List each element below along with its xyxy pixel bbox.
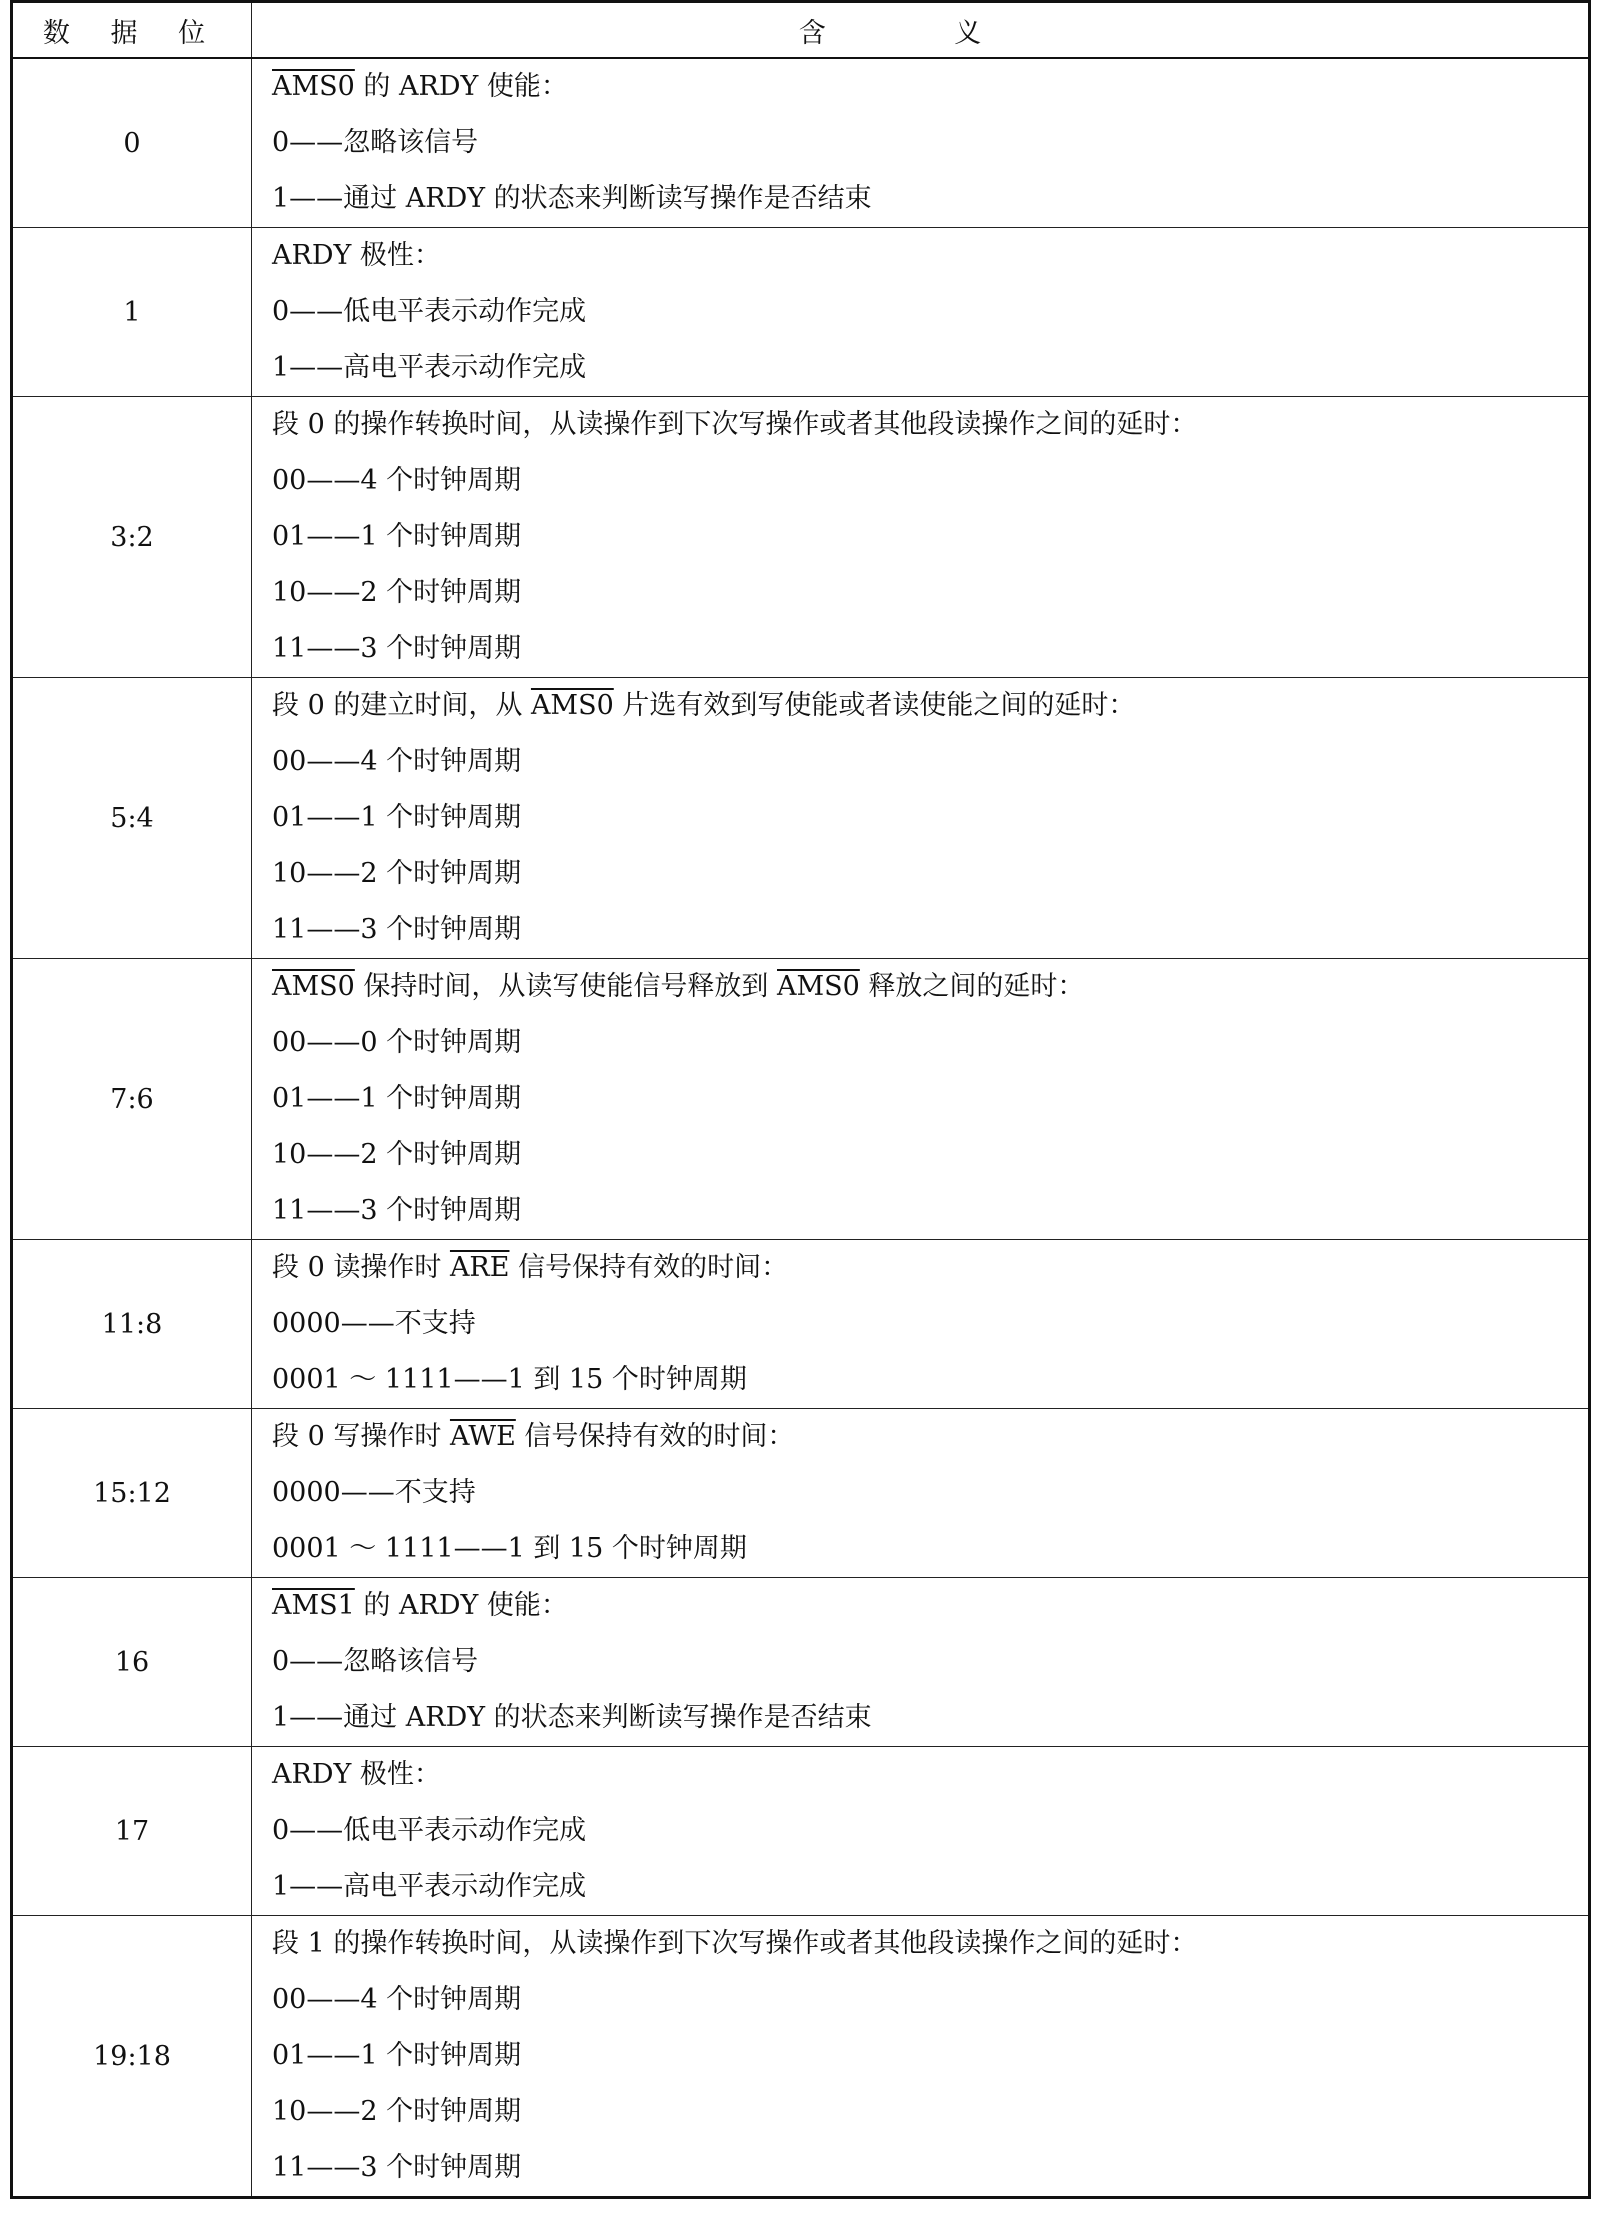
meaning-line [272, 2084, 1588, 2140]
meaning-text: 10——2 个时钟周期 [272, 577, 522, 608]
meaning-line [272, 1465, 1588, 1521]
table-row [12, 678, 1590, 959]
meaning-text: 11——3 个时钟周期 [272, 1195, 522, 1226]
meaning-line [272, 509, 1588, 565]
meaning-cell [252, 1240, 1590, 1409]
meaning-text: 片选有效到写使能或者读使能之间的延时： [613, 690, 1136, 721]
meaning-line [272, 565, 1588, 621]
meaning-text: 1——通过 ARDY 的状态来判断读写操作是否结束 [272, 1702, 872, 1733]
meaning-lines [252, 1578, 1588, 1746]
meaning-line [272, 453, 1588, 509]
meaning-text: ARDY 极性： [272, 240, 441, 271]
meaning-line [272, 1352, 1588, 1408]
register-bit-table [10, 0, 1591, 2199]
bit-cell: 17 [12, 1747, 252, 1916]
meaning-line [272, 340, 1588, 396]
meaning-line [272, 115, 1588, 171]
meaning-lines [252, 59, 1588, 227]
meaning-cell [252, 959, 1590, 1240]
meaning-line [272, 1240, 1588, 1296]
meaning-text: 段 0 读操作时 [272, 1252, 450, 1283]
meaning-text: ARDY 极性： [272, 1759, 441, 1790]
table-body [12, 58, 1590, 2198]
bit-cell: 16 [12, 1578, 252, 1747]
meaning-text: 段 1 的操作转换时间，从读操作到下次写操作或者其他段读操作之间的延时： [272, 1928, 1198, 1959]
meaning-text: 01——1 个时钟周期 [272, 1083, 522, 1114]
bit-cell: 7:6 [12, 959, 252, 1240]
meaning-line [272, 1972, 1588, 2028]
meaning-text: 的 ARDY 使能： [354, 71, 568, 102]
meaning-lines [252, 1240, 1588, 1408]
meaning-text: 保持时间，从读写使能信号释放到 [354, 971, 777, 1002]
meaning-text: 0——忽略该信号 [272, 127, 479, 158]
meaning-line [272, 59, 1588, 115]
meaning-text: 01——1 个时钟周期 [272, 802, 522, 833]
table-row [12, 1916, 1590, 2198]
meaning-text: 10——2 个时钟周期 [272, 1139, 522, 1170]
meaning-line [272, 1521, 1588, 1577]
meaning-text: 01——1 个时钟周期 [272, 2040, 522, 2071]
meaning-text: 段 0 写操作时 [272, 1421, 450, 1452]
meaning-line [272, 1015, 1588, 1071]
meaning-lines [252, 228, 1588, 396]
bit-cell: 3:2 [12, 397, 252, 678]
meaning-lines [252, 1747, 1588, 1915]
meaning-cell [252, 1747, 1590, 1916]
meaning-line [272, 846, 1588, 902]
table-row [12, 228, 1590, 397]
meaning-line [272, 2140, 1588, 2196]
table-row [12, 58, 1590, 228]
meaning-text: 1——高电平表示动作完成 [272, 352, 587, 383]
meaning-line [272, 1690, 1588, 1746]
meaning-line [272, 1296, 1588, 1352]
meaning-text: 00——4 个时钟周期 [272, 1984, 522, 2015]
meaning-lines [252, 397, 1588, 677]
meaning-line [272, 1127, 1588, 1183]
table-row [12, 1747, 1590, 1916]
meaning-text: 11——3 个时钟周期 [272, 633, 522, 664]
meaning-line [272, 397, 1588, 453]
meaning-cell [252, 1578, 1590, 1747]
table-row [12, 397, 1590, 678]
table-header-row [12, 2, 1590, 59]
meaning-line [272, 1071, 1588, 1127]
meaning-text: 0001 ～ 1111——1 到 15 个时钟周期 [272, 1364, 747, 1395]
meaning-line [272, 678, 1588, 734]
signal-name-overline: AMS0 [530, 690, 614, 721]
meaning-cell [252, 397, 1590, 678]
meaning-line [272, 1634, 1588, 1690]
signal-name-overline: $\overline{AWE}$ [449, 1421, 516, 1452]
table-row [12, 1409, 1590, 1578]
meaning-line [272, 902, 1588, 958]
meaning-text: 10——2 个时钟周期 [272, 858, 522, 889]
meaning-text: 00——0 个时钟周期 [272, 1027, 522, 1058]
meaning-line [272, 1183, 1588, 1239]
header-bit: 数 据 位 [12, 2, 252, 59]
table-row [12, 959, 1590, 1240]
bit-cell: 11:8 [12, 1240, 252, 1409]
meaning-text: 0——低电平表示动作完成 [272, 1815, 587, 1846]
bit-cell: 15:12 [12, 1409, 252, 1578]
bit-cell: 5:4 [12, 678, 252, 959]
meaning-line [272, 734, 1588, 790]
meaning-text: 01——1 个时钟周期 [272, 521, 522, 552]
meaning-text: 0000——不支持 [272, 1477, 476, 1508]
meaning-line [272, 1916, 1588, 1972]
meaning-lines [252, 678, 1588, 958]
header-meaning: 含 义 [252, 2, 1590, 59]
meaning-line [272, 228, 1588, 284]
meaning-cell [252, 228, 1590, 397]
meaning-line [272, 1803, 1588, 1859]
meaning-line [272, 171, 1588, 227]
signal-name-overline: AMS0 [777, 971, 860, 1002]
meaning-cell [252, 1409, 1590, 1578]
meaning-text: 00——4 个时钟周期 [272, 465, 522, 496]
meaning-text: 0000——不支持 [272, 1308, 476, 1339]
meaning-text: 段 0 的建立时间，从 [272, 690, 531, 721]
meaning-text: 释放之间的延时： [859, 971, 1085, 1002]
meaning-text: 00——4 个时钟周期 [272, 746, 522, 777]
meaning-text: 信号保持有效的时间： [509, 1252, 789, 1283]
meaning-line [272, 1859, 1588, 1915]
meaning-text: 段 0 的操作转换时间，从读操作到下次写操作或者其他段读操作之间的延时： [272, 409, 1198, 440]
meaning-text: 0——低电平表示动作完成 [272, 296, 587, 327]
meaning-cell [252, 678, 1590, 959]
meaning-line [272, 1747, 1588, 1803]
signal-name-overline: $\overline{ARE}$ [449, 1252, 510, 1283]
meaning-cell [252, 58, 1590, 228]
bit-cell: 1 [12, 228, 252, 397]
meaning-text: 1——高电平表示动作完成 [272, 1871, 587, 1902]
bit-cell: 19:18 [12, 1916, 252, 2198]
meaning-text: 1——通过 ARDY 的状态来判断读写操作是否结束 [272, 183, 872, 214]
meaning-text: 信号保持有效的时间： [515, 1421, 795, 1452]
meaning-line [272, 1409, 1588, 1465]
signal-name-overline: AMS1 [272, 1590, 355, 1621]
bit-cell: 0 [12, 58, 252, 228]
meaning-line [272, 284, 1588, 340]
meaning-line [272, 959, 1588, 1015]
meaning-text: 11——3 个时钟周期 [272, 914, 522, 945]
document-page [10, 0, 1588, 2210]
meaning-line [272, 1578, 1588, 1634]
meaning-cell [252, 1916, 1590, 2198]
signal-name-overline: AMS0 [272, 971, 355, 1002]
meaning-text: 0001 ～ 1111——1 到 15 个时钟周期 [272, 1533, 747, 1564]
table-row [12, 1240, 1590, 1409]
signal-name-overline: AMS0 [272, 71, 355, 102]
meaning-line [272, 790, 1588, 846]
meaning-line [272, 2028, 1588, 2084]
meaning-lines [252, 1916, 1588, 2196]
meaning-line [272, 621, 1588, 677]
meaning-lines [252, 959, 1588, 1239]
meaning-text: 10——2 个时钟周期 [272, 2096, 522, 2127]
meaning-text: 11——3 个时钟周期 [272, 2152, 522, 2183]
meaning-lines [252, 1409, 1588, 1577]
meaning-text: 0——忽略该信号 [272, 1646, 479, 1677]
meaning-text: 的 ARDY 使能： [354, 1590, 568, 1621]
table-row [12, 1578, 1590, 1747]
